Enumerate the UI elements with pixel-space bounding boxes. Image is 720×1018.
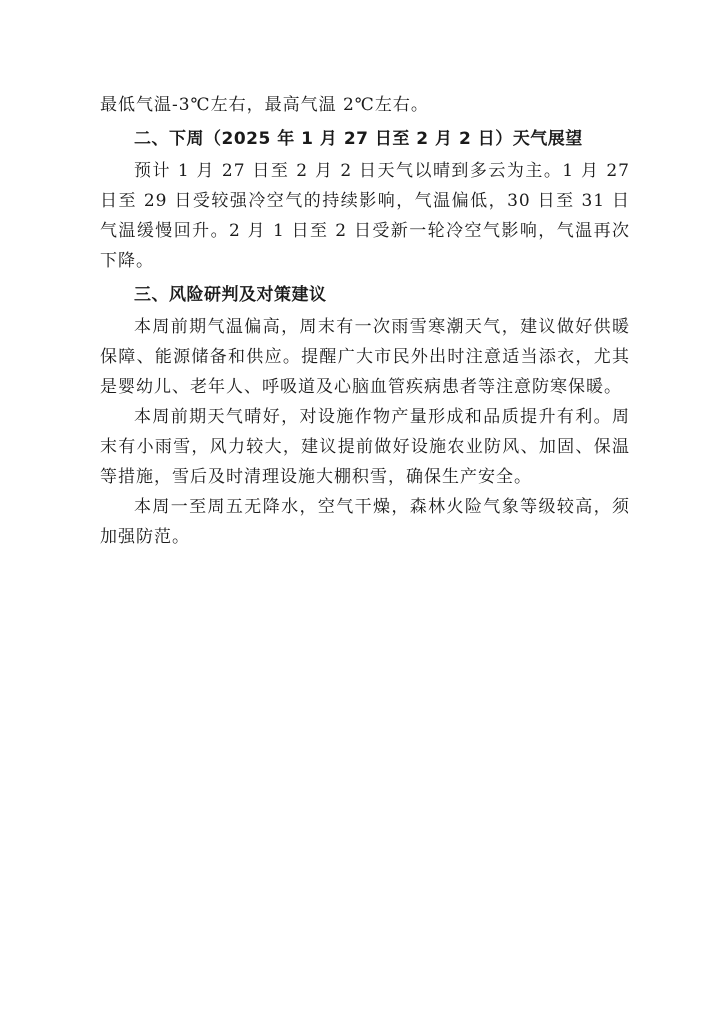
outlook-paragraph: 预计 1 月 27 日至 2 月 2 日天气以晴到多云为主。1 月 27 日至 29 日受较强冷空气的持续影响，气温偏低，30 日至 31 日气温缓慢回升。2 月 1 日至 2 日受新一轮冷空气影响，气温再次下降。	[100, 161, 630, 271]
advice-paragraph-agriculture: 本周前期天气晴好，对设施作物产量形成和品质提升有利。周末有小雨雪，风力较大，建议提前做好设施农业防风、加固、保温等措施，雪后及时清理设施大棚积雪，确保生产安全。	[100, 407, 630, 487]
section-heading-next-week-outlook: 二、下周（2025 年 1 月 27 日至 2 月 2 日）天气展望	[134, 129, 583, 149]
advice-paragraph-fire-risk: 本周一至周五无降水，空气干燥，森林火险气象等级较高，须加强防范。	[100, 497, 630, 547]
continuation-paragraph: 最低气温-3℃左右，最高气温 2℃左右。	[100, 95, 429, 115]
advice-paragraph-heating: 本周前期气温偏高，周末有一次雨雪寒潮天气，建议做好供暖保障、能源储备和供应。提醒广大市民外出时注意适当添衣，尤其是婴幼儿、老年人、呼吸道及心脑血管疾病患者等注意防寒保暖。	[100, 317, 630, 397]
document-body	[100, 90, 630, 552]
section-heading-risk-advice: 三、风险研判及对策建议	[134, 285, 327, 305]
